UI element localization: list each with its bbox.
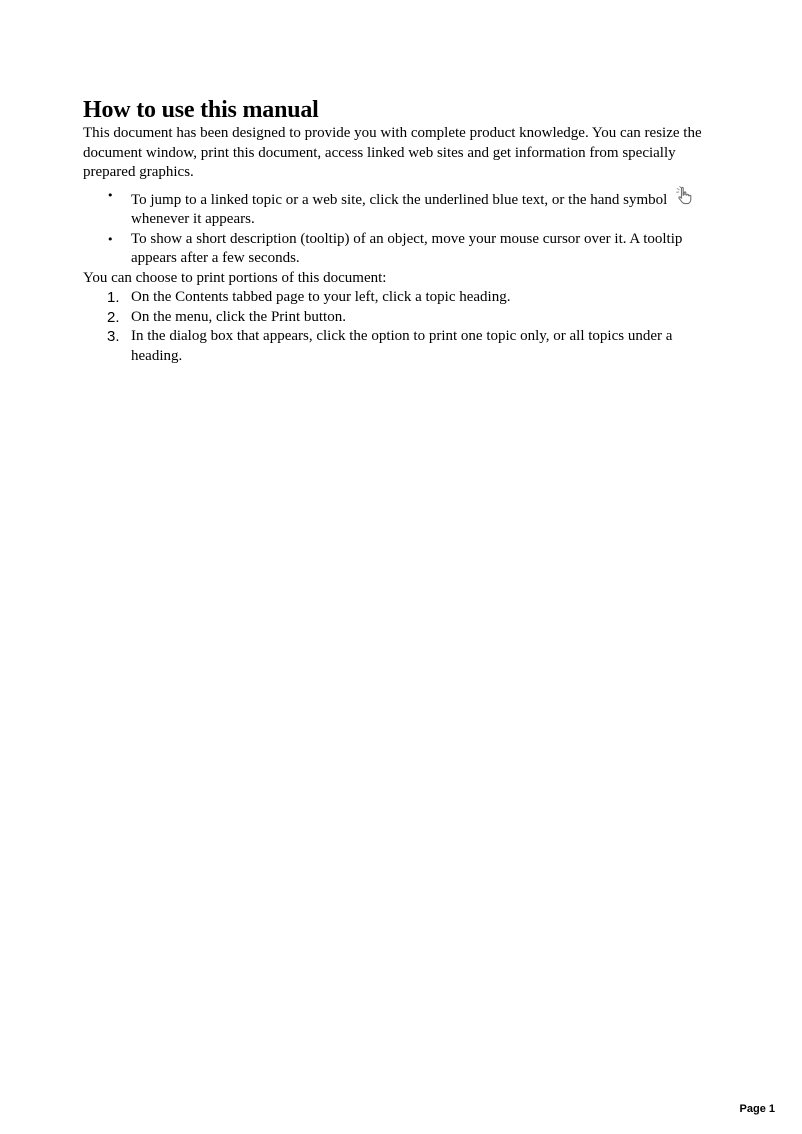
document-content xyxy=(83,96,723,366)
step-text: On the menu, click the Print button. xyxy=(131,308,346,325)
list-item xyxy=(83,186,723,230)
bullet-text: To show a short description (tooltip) of an object, move your mouse cursor over it. A tooltip appears after a few seconds. xyxy=(131,230,683,266)
page-title: How to use this manual xyxy=(83,97,319,123)
list-item xyxy=(83,308,723,328)
page-number: Page 1 xyxy=(739,1103,775,1115)
print-intro-paragraph: You can choose to print portions of this document: xyxy=(83,269,387,286)
bullet-marker: • xyxy=(107,232,114,246)
step-number: 1. xyxy=(107,289,120,306)
step-number: 2. xyxy=(107,308,120,326)
step-number: 3. xyxy=(107,328,120,345)
hand-pointer-icon xyxy=(674,186,696,206)
step-text: In the dialog box that appears, click the option to print one topic only, or all topics under a heading. xyxy=(131,328,673,364)
step-text: On the Contents tabbed page to your left, click a topic heading. xyxy=(131,289,511,305)
bullet-text: To jump to a linked topic or a web site, click the underlined blue text, or the hand symbol xyxy=(131,191,668,208)
bullet-marker: • xyxy=(107,188,114,202)
numbered-steps-list xyxy=(83,288,723,366)
intro-paragraph: This document has been designed to provide you with complete product knowledge. You can resize the document window, print this document, access linked web sites and get information from specially prepared graphics. xyxy=(83,125,702,180)
bullet-list xyxy=(83,186,723,269)
list-item xyxy=(83,230,723,269)
list-item xyxy=(83,288,723,308)
bullet-text-continued: whenever it appears. xyxy=(131,211,255,227)
list-item xyxy=(83,327,723,366)
